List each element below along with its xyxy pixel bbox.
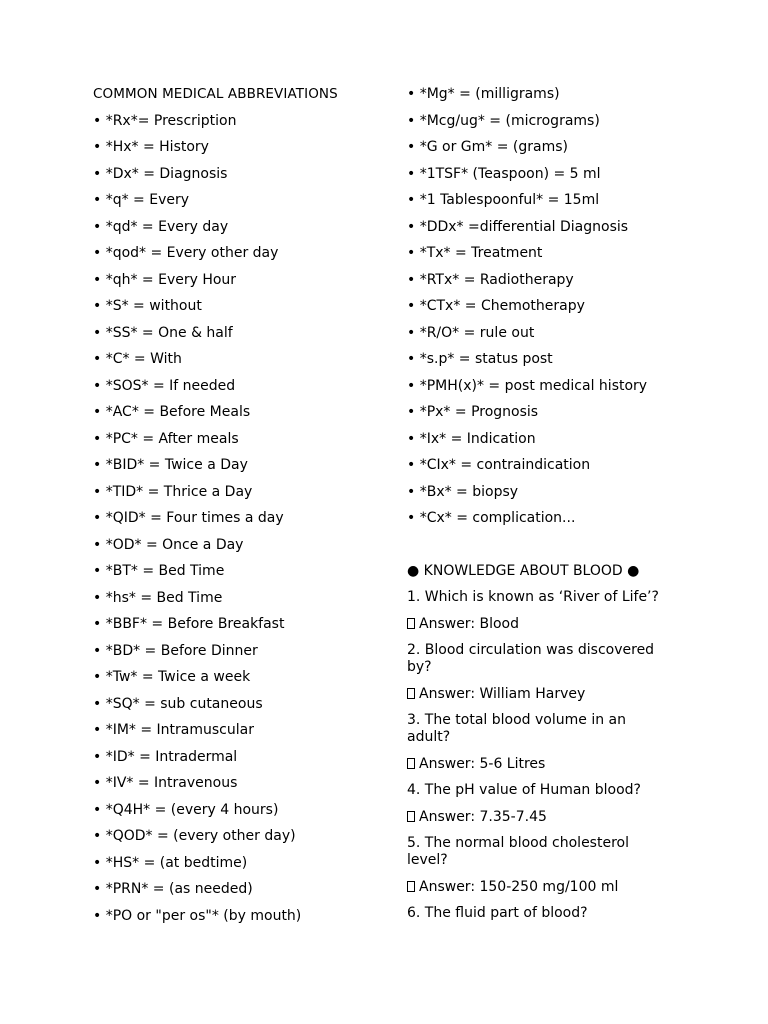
- abbreviation-item: • *CTx* = Chemotherapy: [407, 298, 585, 314]
- blood-question: 2. Blood circulation was discovered by?: [407, 642, 655, 675]
- blood-answer-text: Answer: Blood: [419, 615, 519, 632]
- abbreviation-item: • *qh* = Every Hour: [93, 271, 237, 288]
- missing-glyph-icon: [407, 811, 415, 822]
- abbreviation-item: • *QID* = Four times a day: [93, 510, 284, 526]
- abbreviation-item: • *Tw* = Twice a week: [93, 669, 251, 685]
- blood-answer-text: Answer: 150-250 mg/100 ml: [419, 878, 619, 895]
- abbreviation-item: • *hs* = Bed Time: [93, 589, 223, 606]
- blood-answer: [407, 879, 669, 896]
- abbreviation-item: • *Bx* = biopsy: [407, 483, 519, 500]
- abbreviation-item: • *BD* = Before Dinner: [93, 642, 258, 659]
- missing-glyph-icon: [407, 881, 415, 892]
- abbreviation-item: • *ID* = Intradermal: [93, 748, 238, 765]
- abbreviation-item: • *RTx* = Radiotherapy: [407, 271, 574, 288]
- abbreviation-item: • *IM* = Intramuscular: [93, 722, 254, 738]
- abbreviation-list-right: [407, 86, 669, 527]
- blood-question: 3. The total blood volume in an adult?: [407, 712, 626, 745]
- abbreviation-item: • *CIx* = contraindication: [407, 457, 591, 473]
- abbreviation-item: • *qod* = Every other day: [93, 245, 279, 261]
- missing-glyph-icon: [407, 688, 415, 699]
- abbreviation-item: • *q* = Every: [93, 192, 190, 208]
- blood-answer: [407, 616, 669, 633]
- blood-answer-text: Answer: William Harvey: [419, 685, 586, 702]
- abbreviation-item: • *OD* = Once a Day: [93, 536, 244, 553]
- blood-question: 5. The normal blood cholesterol level?: [407, 835, 629, 868]
- abbreviation-item: • *SOS* = If needed: [93, 377, 236, 394]
- blood-answer-text: Answer: 5-6 Litres: [419, 755, 546, 772]
- abbreviation-item: • *DDx* =differential Diagnosis: [407, 218, 629, 235]
- abbreviations-column-left: [93, 86, 388, 934]
- section-spacer: [407, 537, 669, 563]
- blood-question: 4. The pH value of Human blood?: [407, 782, 641, 798]
- abbreviation-item: • *PRN* = (as needed): [93, 881, 253, 897]
- blood-answer: [407, 756, 669, 773]
- blood-section-heading: ● KNOWLEDGE ABOUT BLOOD ●: [407, 562, 640, 579]
- blood-question: 6. The fluid part of blood?: [407, 905, 588, 921]
- abbreviation-item: • *PO or "per os"* (by mouth): [93, 907, 302, 924]
- abbreviation-item: • *SQ* = sub cutaneous: [93, 695, 263, 712]
- abbreviation-item: • *S* = without: [93, 298, 202, 314]
- page-title: COMMON MEDICAL ABBREVIATIONS: [93, 86, 338, 102]
- abbreviation-item: • *QOD* = (every other day): [93, 828, 296, 844]
- abbreviation-item: • *R/O* = rule out: [407, 324, 535, 341]
- blood-question: 1. Which is known as ‘River of Life’?: [407, 589, 659, 605]
- abbreviation-item: • *SS* = One & half: [93, 324, 233, 341]
- abbreviation-item: • *AC* = Before Meals: [93, 404, 251, 420]
- abbreviation-item: • *BID* = Twice a Day: [93, 457, 248, 473]
- blood-answer-text: Answer: 7.35-7.45: [419, 808, 547, 825]
- abbreviation-item: • *Hx* = History: [93, 139, 209, 155]
- abbreviation-item: • *IV* = Intravenous: [93, 775, 238, 791]
- abbreviation-item: • *C* = With: [93, 351, 182, 367]
- blood-answer: [407, 809, 669, 826]
- abbreviation-item: • *PMH(x)* = post medical history: [407, 377, 648, 394]
- abbreviation-item: • *BBF* = Before Breakfast: [93, 616, 285, 632]
- abbreviation-item: • *Dx* = Diagnosis: [93, 165, 228, 182]
- abbreviation-item: • *PC* = After meals: [93, 430, 239, 447]
- abbreviation-list-left: [93, 113, 388, 925]
- abbreviation-item: • *1 Tablespoonful* = 15ml: [407, 192, 600, 208]
- missing-glyph-icon: [407, 758, 415, 769]
- abbreviation-item: • *Mg* = (milligrams): [407, 86, 560, 102]
- abbreviation-item: • *1TSF* (Teaspoon) = 5 ml: [407, 165, 601, 182]
- abbreviation-item: • *Ix* = Indication: [407, 430, 536, 447]
- abbreviation-item: • *qd* = Every day: [93, 218, 229, 235]
- abbreviation-item: • *G or Gm* = (grams): [407, 139, 568, 155]
- blood-qa-list: [407, 589, 669, 922]
- blood-answer: [407, 686, 669, 703]
- abbreviation-item: • *Tx* = Treatment: [407, 245, 543, 261]
- abbreviation-item: • *Q4H* = (every 4 hours): [93, 801, 279, 818]
- abbreviation-item: • *Cx* = complication...: [407, 510, 576, 526]
- abbreviation-item: • *HS* = (at bedtime): [93, 854, 248, 871]
- abbreviation-item: • *TID* = Thrice a Day: [93, 483, 253, 500]
- abbreviation-item: • *Rx*= Prescription: [93, 112, 237, 129]
- abbreviation-item: • *s.p* = status post: [407, 351, 553, 367]
- missing-glyph-icon: [407, 618, 415, 629]
- abbreviation-item: • *BT* = Bed Time: [93, 563, 225, 579]
- abbreviation-item: • *Mcg/ug* = (micrograms): [407, 112, 600, 129]
- abbreviations-column-right: [407, 86, 669, 932]
- abbreviation-item: • *Px* = Prognosis: [407, 404, 539, 420]
